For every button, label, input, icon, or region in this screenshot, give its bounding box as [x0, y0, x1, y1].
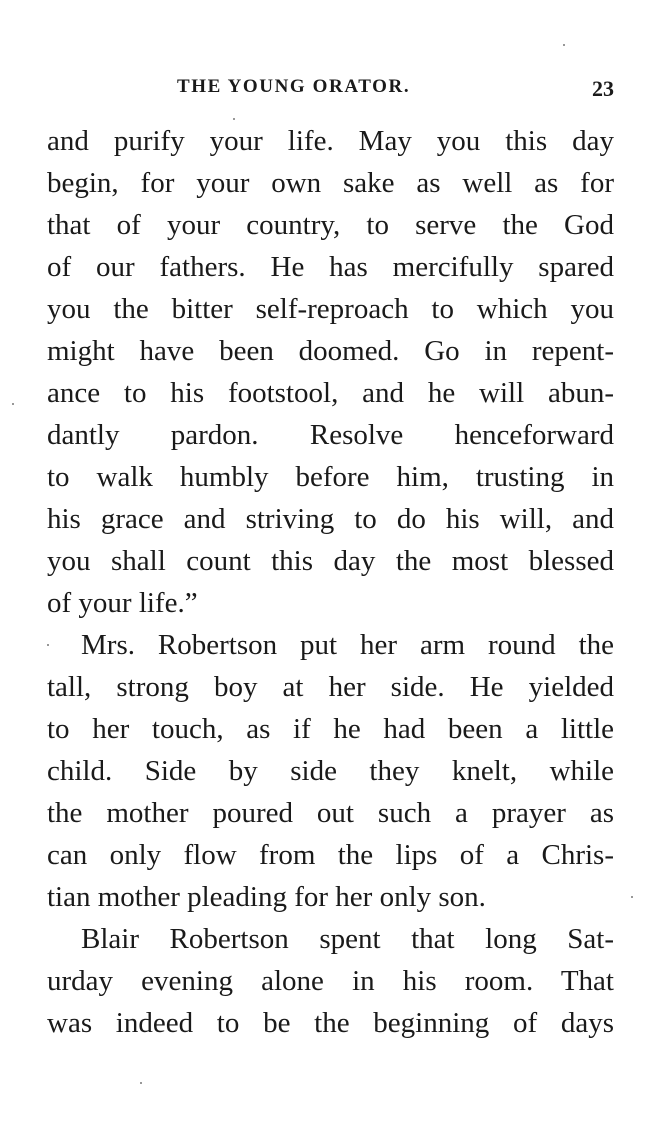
text-line: child. Side by side they knelt, while	[47, 755, 614, 787]
text-line: urday evening alone in his room. That	[47, 965, 614, 997]
text-line: begin, for your own sake as well as for	[47, 167, 614, 199]
body-text	[47, 120, 614, 1044]
text-line-paragraph-start: Mrs. Robertson put her arm round the	[81, 629, 614, 661]
paper-speck	[233, 118, 235, 120]
text-line-paragraph-end: of your life.”	[47, 587, 198, 619]
page-number: 23	[592, 76, 614, 101]
paper-speck	[12, 403, 14, 405]
text-line-paragraph-start: Blair Robertson spent that long Sat-	[81, 923, 614, 955]
paper-speck	[563, 44, 565, 46]
paper-speck	[631, 896, 633, 898]
text-line: tall, strong boy at her side. He yielded	[47, 671, 614, 703]
text-line-paragraph-end: tian mother pleading for her only son.	[47, 881, 486, 913]
page-header	[47, 76, 614, 104]
text-line: you shall count this day the most blessed	[47, 545, 614, 577]
text-line: to walk humbly before him, trusting in	[47, 461, 614, 493]
text-line: and purify your life. May you this day	[47, 125, 614, 157]
text-line: can only flow from the lips of a Chris-	[47, 839, 614, 871]
text-line: of our fathers. He has mercifully spared	[47, 251, 614, 283]
paper-speck	[140, 1082, 142, 1084]
text-line: dantly pardon. Resolve henceforward	[47, 419, 614, 451]
text-line: ance to his footstool, and he will abun-	[47, 377, 614, 409]
text-line: his grace and striving to do his will, and	[47, 503, 614, 535]
text-line: might have been doomed. Go in repent-	[47, 335, 614, 367]
text-line: the mother poured out such a prayer as	[47, 797, 614, 829]
running-title: THE YOUNG ORATOR.	[177, 76, 411, 97]
paper-speck	[47, 644, 49, 646]
text-line: you the bitter self-reproach to which you	[47, 293, 614, 325]
text-line: that of your country, to serve the God	[47, 209, 614, 241]
text-line: was indeed to be the beginning of days	[47, 1007, 614, 1039]
text-line: to her touch, as if he had been a little	[47, 713, 614, 745]
